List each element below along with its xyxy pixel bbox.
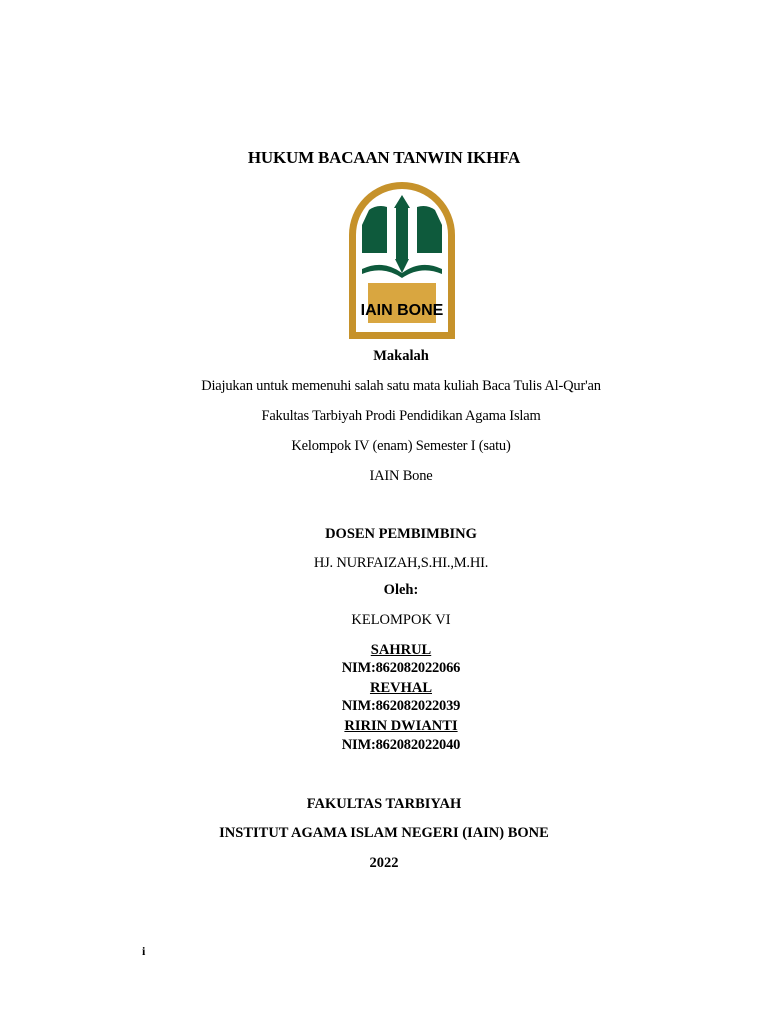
member-nim: NIM:862082022040 <box>341 737 461 753</box>
document-title: HUKUM BACAAN TANWIN IKHFA <box>247 148 521 167</box>
group-name: KELOMPOK VI <box>351 612 451 628</box>
makalah-label: Makalah <box>373 348 429 364</box>
intro-line-1: Diajukan untuk memenuhi salah satu mata kuliah Baca Tulis Al-Qur'an <box>201 378 601 394</box>
member-nim: NIM:862082022039 <box>341 698 461 714</box>
member-name <box>17 718 768 735</box>
by-label: Oleh: <box>383 582 419 598</box>
iain-bone-logo <box>343 177 461 341</box>
logo-text: IAIN BONE <box>360 302 444 319</box>
footer-year: 2022 <box>369 855 399 871</box>
member-name <box>17 642 768 659</box>
footer-institute: INSTITUT AGAMA ISLAM NEGERI (IAIN) BONE <box>219 825 549 841</box>
intro-line-2: Fakultas Tarbiyah Prodi Pendidikan Agama Islam <box>261 408 541 424</box>
member-name-text: RIRIN DWIANTI <box>344 718 458 734</box>
member-name-text: REVHAL <box>369 680 433 696</box>
intro-line-4: IAIN Bone <box>369 468 433 484</box>
intro-line-3: Kelompok IV (enam) Semester I (satu) <box>291 438 511 454</box>
supervisor-heading: DOSEN PEMBIMBING <box>325 526 477 542</box>
footer-faculty: FAKULTAS TARBIYAH <box>306 796 462 812</box>
supervisor-name: HJ. NURFAIZAH,S.HI.,M.HI. <box>313 555 489 571</box>
member-name-text: SAHRUL <box>370 642 432 658</box>
member-name <box>17 680 768 697</box>
member-nim: NIM:862082022066 <box>341 660 461 676</box>
page-number: i <box>142 944 146 958</box>
